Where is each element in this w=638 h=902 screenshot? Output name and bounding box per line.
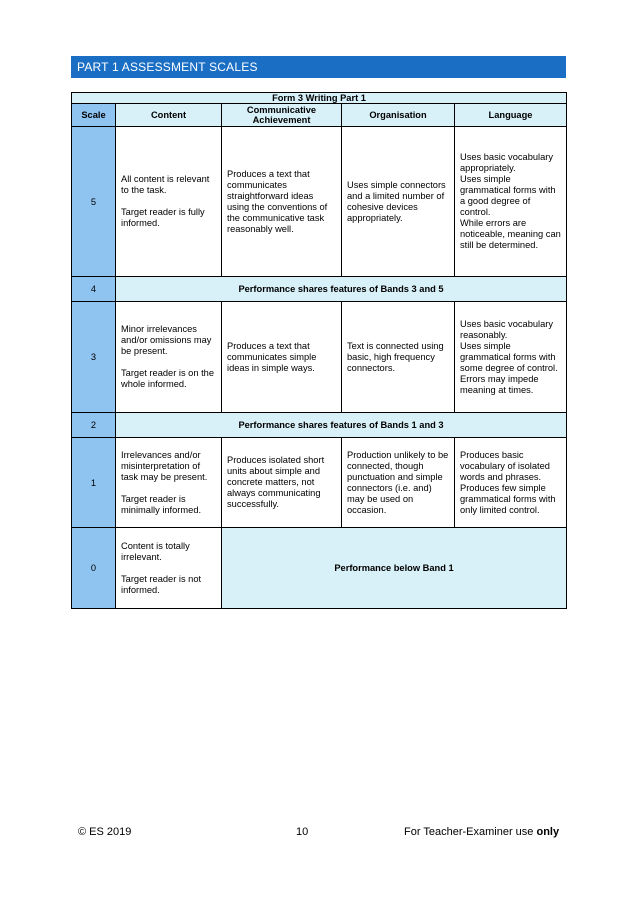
header-organisation: Organisation: [342, 104, 455, 127]
content-text: Target reader is minimally informed.: [121, 493, 202, 515]
header-communicative: Communicative Achievement: [222, 104, 342, 127]
band-score: 4: [72, 277, 116, 302]
table-row-band-3: [72, 302, 567, 413]
language-cell: [455, 302, 567, 413]
language-text: Errors may impede meaning at times.: [460, 373, 539, 395]
table-row-band-4: [72, 277, 567, 302]
content-text: Irrelevances and/or misinterpretation of task may be present.: [121, 449, 208, 482]
language-text: Produces few simple grammatical forms with only limited control.: [460, 482, 556, 515]
content-cell: [116, 528, 222, 609]
shared-features-cell: Performance shares features of Bands 3 and 5: [116, 277, 567, 302]
table-row-band-2: [72, 413, 567, 438]
footer-usage-prefix: For Teacher-Examiner use: [404, 826, 537, 838]
table-row-band-0: [72, 528, 567, 609]
table-title: Form 3 Writing Part 1: [72, 93, 567, 104]
content-text: Target reader is not informed.: [121, 573, 202, 595]
content-text: All content is relevant to the task.: [121, 174, 210, 195]
assessment-scale-table: [71, 92, 567, 609]
header-scale: Scale: [72, 104, 116, 127]
content-text: Target reader is fully informed.: [121, 207, 205, 228]
footer-usage-note: [404, 826, 559, 838]
communicative-cell: Produces a text that communicates straightforward ideas using the conventions of the communicative task reasonably well.: [222, 127, 342, 277]
band-score: 0: [72, 528, 116, 609]
communicative-cell: Produces isolated short units about simple and concrete matters, not always communicating successfully.: [222, 438, 342, 528]
table-row-band-5: [72, 127, 567, 277]
section-banner: PART 1 ASSESSMENT SCALES: [71, 56, 566, 78]
content-cell: [116, 302, 222, 413]
header-content: Content: [116, 104, 222, 127]
content-text: Target reader is on the whole informed.: [121, 368, 215, 389]
communicative-cell: Produces a text that communicates simple ideas in simple ways.: [222, 302, 342, 413]
table-header-row: [72, 104, 567, 127]
performance-below-cell: Performance below Band 1: [222, 528, 567, 609]
footer-usage-emphasis: only: [536, 826, 560, 838]
table-row-band-1: [72, 438, 567, 528]
content-text: Content is totally irrelevant.: [121, 540, 190, 562]
table-title-row: [72, 93, 567, 104]
language-text: Uses simple grammatical forms with a good degree of control.: [460, 174, 556, 217]
content-text: Minor irrelevances and/or omissions may be present.: [121, 324, 212, 356]
band-score: 5: [72, 127, 116, 277]
band-score: 3: [72, 302, 116, 413]
language-text: Uses simple grammatical forms with some degree of control.: [460, 340, 558, 373]
band-score: 1: [72, 438, 116, 528]
content-cell: [116, 127, 222, 277]
language-text: While errors are noticeable, meaning can still be determined.: [460, 218, 561, 250]
footer-page-number: 10: [296, 826, 309, 838]
band-score: 2: [72, 413, 116, 438]
header-language: Language: [455, 104, 567, 127]
content-cell: [116, 438, 222, 528]
organisation-cell: Text is connected using basic, high frequency connectors.: [342, 302, 455, 413]
organisation-cell: Uses simple connectors and a limited number of cohesive devices appropriately.: [342, 127, 455, 277]
shared-features-cell: Performance shares features of Bands 1 and 3: [116, 413, 567, 438]
footer-copyright: © ES 2019: [78, 826, 132, 838]
language-text: Uses basic vocabulary appropriately.: [460, 152, 554, 173]
language-text: Produces basic vocabulary of isolated words and phrases.: [460, 449, 550, 482]
organisation-cell: Production unlikely to be connected, though punctuation and simple connectors (i.e. and) may be used on occasion.: [342, 438, 455, 528]
language-text: Uses basic vocabulary reasonably.: [460, 318, 554, 340]
language-cell: [455, 438, 567, 528]
language-cell: [455, 127, 567, 277]
